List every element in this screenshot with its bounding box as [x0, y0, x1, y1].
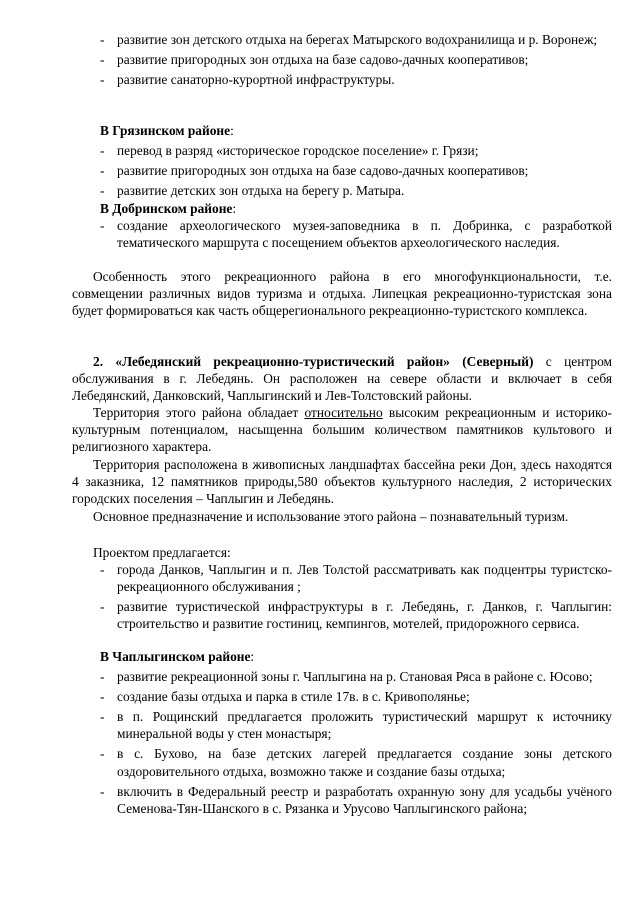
list-item: - развитие рекреационной зоны г. Чаплыгина на р. Становая Ряса в районе с. Юсово;: [100, 668, 612, 685]
chaplygin-section: [100, 648, 612, 817]
list-item: - перевод в разряд «историческое городское поселение» г. Грязи;: [100, 142, 612, 159]
underlined-word: относительно: [304, 405, 383, 420]
paragraph: Территория расположена в живописных ландшафтах бассейна реки Дон, здесь находятся 4 заказника, 12 памятников природы,580 объектов культурного наследия, 2 исторических городских поселения – Чаплыгин и Лебедянь.: [72, 457, 612, 507]
paragraph-container: [93, 544, 612, 561]
paragraph-container: [72, 268, 612, 319]
section-heading: В Грязинском районе:: [100, 123, 234, 138]
project-list: [100, 561, 612, 632]
section-heading: В Чаплыгинском районе:: [100, 649, 255, 664]
paragraph: Территория этого района обладает относительно высоким рекреационным и историко-культурным потенциалом, насыщенна большим количеством памятников культового и религиозного характера.: [72, 405, 612, 455]
list-item: - развитие пригородных зон отдыха на базе садово-дачных кооперативов;: [100, 162, 612, 179]
list-item: - в п. Рощинский предлагается проложить туристический маршрут к источнику минеральной воды у стен монастыря;: [100, 708, 612, 742]
paragraph-container: [72, 456, 612, 507]
list-item: - создание археологического музея-заповедника в п. Добринка, с разработкой тематического маршрута с посещением объектов археологического наследия.: [100, 217, 612, 251]
intro-list: [100, 31, 612, 88]
list-item: - развитие зон детского отдыха на берегах Матырского водохранилища и р. Воронеж;: [100, 31, 612, 48]
gryazi-section: [100, 122, 612, 199]
section-heading: В Добринском районе:: [100, 201, 237, 216]
list-item: - развитие пригородных зон отдыха на базе садово-дачных кооперативов;: [100, 51, 612, 68]
list-item: - города Данков, Чаплыгин и п. Лев Толстой рассматривать как подцентры туристско-рекреационного обслуживания ;: [100, 561, 612, 595]
list-item: - создание базы отдыха и парка в стиле 17в. в с. Кривополянье;: [100, 688, 612, 705]
paragraph: Основное предназначение и использование этого района – познавательный туризм.: [93, 509, 569, 524]
list-item: - развитие детских зон отдыха на берегу р. Матыра.: [100, 182, 612, 199]
list-item: - в с. Бухово, на базе детских лагерей предлагается создание зоны детского оздоровительного отдыха, возможно также и создание базы отдыха;: [100, 745, 612, 779]
list-item: - включить в Федеральный реестр и разработать охранную зону для усадьбы учёного Семенова-Тян-Шанского в с. Рязанка и Урусово Чаплыгинского района;: [100, 783, 612, 817]
paragraph: Особенность этого рекреационного района в его многофункциональности, т.е. совмещении различных видов туризма и отдыха. Липецкая рекреационно-туристская зона будет формироваться как часть общерегионального рекреационно-туристского комплекса.: [72, 269, 612, 319]
list-item: - развитие санаторно-курортной инфраструктуры.: [100, 71, 612, 88]
dobrinka-section: [100, 200, 612, 251]
section-2-intro: 2. «Лебедянский рекреационно-туристический район» (Северный) с центром обслуживания в г. Лебедянь. Он расположен на севере области и включает в себя Лебедянский, Данковский, Чаплыгинский и Лев-Толстовский районы.: [72, 354, 612, 404]
paragraph: Проектом предлагается:: [93, 545, 231, 560]
list-item: - развитие туристической инфраструктуры в г. Лебедянь, г. Данков, г. Чаплыгин: строительство и развитие гостиниц, кемпингов, мотелей, придорожного сервиса.: [100, 598, 612, 632]
paragraph-container: [93, 508, 612, 525]
section-2-title: 2. «Лебедянский рекреационно-туристический район» (Северный): [93, 354, 534, 369]
paragraph-container: [72, 404, 612, 455]
section2-container: [72, 353, 612, 404]
